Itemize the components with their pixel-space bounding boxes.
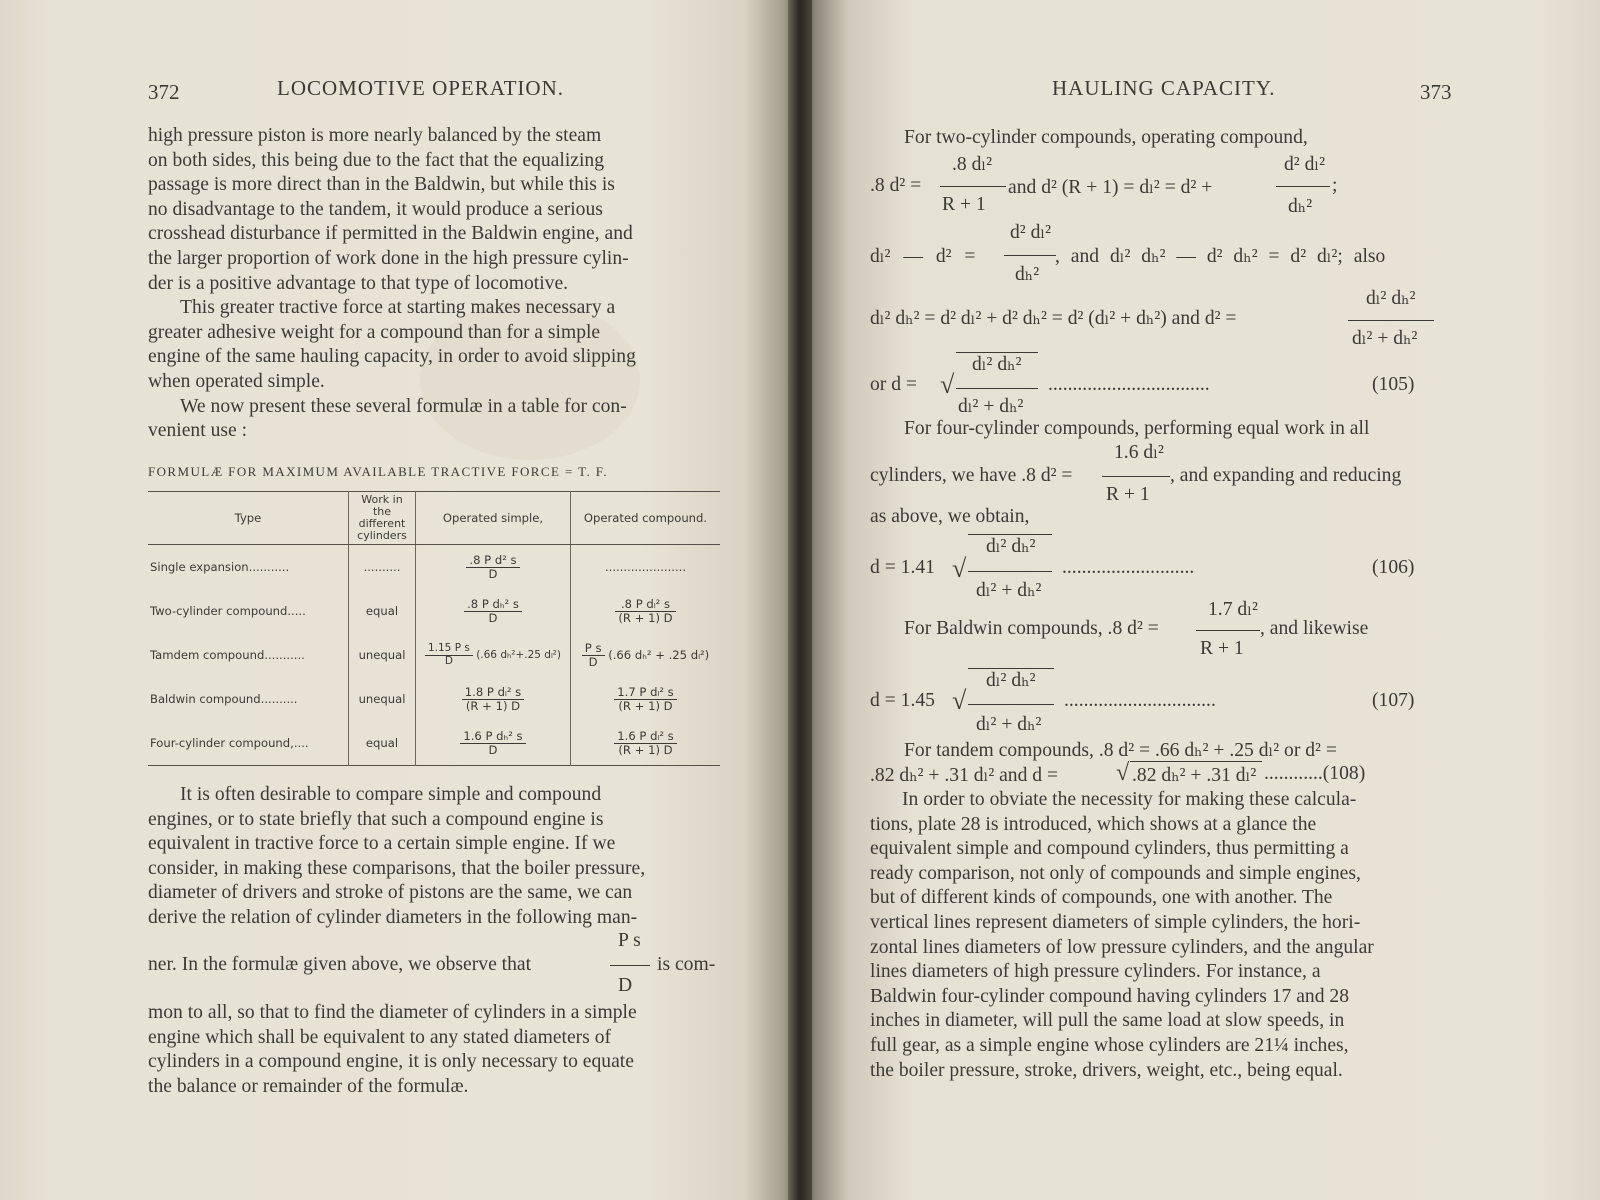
text-line: greater adhesive weight for a compound than for a simple — [148, 321, 601, 343]
text-line: crosshead disturbance if permitted in the Baldwin engine, and — [148, 223, 633, 245]
equation-text: .82 dₕ² + .31 dₗ² and d = — [870, 765, 1059, 786]
text-line: the boiler pressure, stroke, drivers, weight, etc., being equal. — [870, 1059, 1343, 1081]
fraction — [582, 642, 605, 669]
row-work: .......... — [349, 545, 416, 590]
fraction — [425, 643, 473, 667]
text-line: Baldwin four-cylinder compound having cylinders 17 and 28 — [870, 985, 1350, 1007]
equation-text: , and likewise — [1260, 618, 1369, 639]
equation-lhs: dₗ² dₕ² = d² dₗ² + d² dₕ² = d² (dₗ² + dₕ²) and d² = — [870, 308, 1237, 329]
fraction-num: dₗ² dₕ² — [972, 354, 1022, 375]
fraction-num: .8 P dₕ² s — [464, 598, 522, 612]
equation-lhs: d = 1.45 — [870, 690, 935, 711]
row-simple — [416, 721, 571, 766]
text-line: zontal lines diameters of low pressure cylinders, and the angular — [870, 936, 1374, 958]
fraction-num: .8 P dₗ² s — [615, 598, 675, 612]
sqrt-sign-icon: √ — [952, 686, 967, 715]
equation-number: (106) — [1372, 557, 1415, 578]
text-line: For four-cylinder compounds, performing equal work in all — [904, 418, 1370, 439]
text-line: the larger proportion of work done in the high pressure cylin- — [148, 247, 629, 269]
fraction-den: D — [588, 654, 598, 669]
fraction-num: 1.7 dₗ² — [1208, 599, 1258, 620]
row-type: Four-cylinder compound,.... — [150, 736, 309, 750]
fraction-num: dₗ² dₕ² — [1366, 288, 1416, 309]
row-simple — [416, 589, 571, 633]
inline-fraction-den: D — [618, 975, 633, 996]
col-header-compound: Operated compound. — [571, 492, 721, 545]
equation-lhs: dₗ² — d² = — [870, 246, 976, 267]
equation-text: cylinders, we have .8 d² = — [870, 465, 1073, 486]
text-line: on both sides, this being due to the fact that the equalizing — [148, 149, 604, 171]
text-line: equivalent in tractive force to a certain simple engine. If we — [148, 833, 616, 855]
text-line: is com- — [657, 954, 716, 975]
col-header-simple: Operated simple, — [416, 492, 571, 545]
fraction-den: (R + 1) D — [618, 610, 673, 625]
row-work: unequal — [349, 633, 416, 677]
row-work: unequal — [349, 677, 416, 721]
text-line: This greater tractive force at starting makes necessary a — [180, 297, 616, 319]
fraction-num: dₗ² dₕ² — [986, 536, 1036, 557]
fraction-num: 1.7 P dₗ² s — [614, 686, 676, 700]
fraction-den: D — [488, 742, 498, 757]
equation-lhs: .8 d² = — [870, 175, 922, 196]
fraction-num: d² dₗ² — [1010, 222, 1051, 243]
fraction — [460, 730, 525, 757]
text-line: passage is more direct than in the Baldwin, but while this is — [148, 174, 615, 196]
row-type: Two-cylinder compound..... — [150, 604, 306, 618]
fraction-den: dₕ² — [1288, 196, 1313, 217]
fraction-num: d² dₗ² — [1284, 154, 1325, 175]
fraction — [615, 598, 675, 625]
fraction-bar — [968, 704, 1054, 705]
row-compound — [571, 633, 721, 677]
text-line: engine which shall be equivalent to any stated diameters of — [148, 1026, 612, 1048]
text-line: mon to all, so that to find the diameter of cylinders in a simple — [148, 1002, 637, 1023]
row-compound — [571, 677, 721, 721]
text-line: vertical lines represent diameters of simple cylinders, the hori- — [870, 911, 1361, 933]
text-line: We now present these several formulæ in a table for con- — [180, 395, 627, 417]
equation-text: and d² (R + 1) = dₗ² = d² + — [1008, 177, 1213, 198]
fraction-den: (R + 1) D — [618, 742, 673, 757]
row-work: equal — [349, 721, 416, 766]
row-work: equal — [349, 589, 416, 633]
text-line: consider, in making these comparisons, that the boiler pressure, — [148, 857, 646, 879]
right-page — [800, 0, 1600, 1200]
text-line: equivalent simple and compound cylinders, thus permitting a — [870, 838, 1349, 860]
table-row — [148, 677, 720, 721]
text-line: ner. In the formulæ given above, we observe that — [148, 954, 532, 975]
text-line: when operated simple. — [148, 370, 325, 392]
row-compound: ...................... — [571, 545, 721, 590]
text-line: engines, or to state briefly that such a compound engine is — [148, 808, 604, 830]
book-gutter — [788, 0, 812, 1200]
fraction-den: dₗ² + dₕ² — [976, 714, 1042, 735]
text-line: engine of the same hauling capacity, in order to avoid slipping — [148, 346, 636, 368]
text-line: venient use : — [148, 420, 248, 442]
fraction — [614, 686, 676, 713]
fraction-den: R + 1 — [1106, 484, 1150, 505]
table-caption: FORMULÆ FOR MAXIMUM AVAILABLE TRACTIVE FORCE = T. F. — [148, 464, 609, 479]
equation-text: , and expanding and reducing — [1170, 465, 1402, 486]
text-line: diameter of drivers and stroke of pistons are the same, we can — [148, 882, 633, 904]
text-line: ready comparison, not only of compounds and simple engines, — [870, 862, 1361, 884]
row-type: Single expansion........... — [150, 560, 290, 574]
row-compound — [571, 589, 721, 633]
fraction-num: 1.15 P s — [425, 643, 473, 656]
fraction — [462, 686, 524, 713]
fraction-bar — [610, 965, 650, 966]
fraction-den: dₗ² + dₕ² — [958, 396, 1024, 417]
text-line: derive the relation of cylinder diameters in the following man- — [148, 906, 638, 928]
fraction-bar — [1102, 476, 1170, 477]
equation-dots: ................................. — [1048, 374, 1210, 395]
text-line: full gear, as a simple engine whose cylinders are 21¼ inches, — [870, 1034, 1349, 1056]
right-para — [870, 788, 1432, 1083]
table-row — [148, 721, 720, 766]
table-row — [148, 589, 720, 633]
fraction-bar — [968, 571, 1052, 572]
row-type: Tamdem compound........... — [150, 648, 305, 662]
row-compound — [571, 721, 721, 766]
fraction — [466, 554, 519, 581]
equation-text: , and dₗ² dₕ² — d² dₕ² = d² dₗ²; also — [1055, 246, 1386, 267]
fraction-bar — [956, 388, 1038, 389]
sqrt-sign-icon: √ — [952, 554, 967, 583]
equation-lhs: or d = — [870, 374, 917, 395]
text-line: der is a positive advantage to that type of locomotive. — [148, 272, 569, 294]
fraction-num: 1.6 P dₕ² s — [460, 730, 525, 744]
fraction-den: D — [488, 610, 498, 625]
table-row — [148, 633, 720, 677]
row-simple — [416, 677, 571, 721]
fraction-num: .8 P d² s — [466, 554, 519, 568]
row-simple — [416, 545, 571, 590]
sqrt-sign-icon: √ — [940, 370, 955, 399]
text-line: For tandem compounds, .8 d² = .66 dₕ² + .25 dₗ² or d² = — [904, 740, 1337, 761]
table-row — [148, 545, 720, 590]
text-line: but of different kinds of compounds, one with another. The — [870, 887, 1333, 909]
fraction — [614, 730, 676, 757]
text-line: as above, we obtain, — [870, 506, 1030, 527]
text-line: In order to obviate the necessity for making these calcula- — [902, 789, 1357, 810]
text-line: high pressure piston is more nearly balanced by the steam — [148, 125, 602, 146]
left-para-1 — [148, 124, 710, 444]
text-line: the balance or remainder of the formulæ. — [148, 1075, 469, 1097]
text-line: It is often desirable to compare simple and compound — [180, 784, 602, 805]
fraction-num: 1.6 dₗ² — [1114, 442, 1164, 463]
fraction-bar — [940, 186, 1006, 187]
fraction-num: .8 dₗ² — [952, 154, 993, 175]
left-para-4 — [148, 783, 710, 931]
table-header-row — [148, 492, 720, 545]
equation-lhs: d = 1.41 — [870, 557, 935, 578]
text-line: no disadvantage to the tandem, it would produce a serious — [148, 198, 603, 220]
col-header-work: Work in the different cylinders — [349, 492, 416, 545]
equation-number: ............(108) — [1264, 763, 1366, 784]
fraction-den: R + 1 — [1200, 638, 1244, 659]
text-line: tions, plate 28 is introduced, which shows at a glance the — [870, 813, 1317, 835]
fraction-den: dₗ² + dₕ² — [976, 580, 1042, 601]
fraction-den: R + 1 — [942, 194, 986, 215]
equation-dots: ............................... — [1064, 690, 1216, 711]
fraction-bar — [1004, 255, 1056, 256]
text-line: For two-cylinder compounds, operating compound, — [904, 127, 1308, 148]
text-line: cylinders in a compound engine, it is only necessary to equate — [148, 1051, 634, 1073]
sqrt-bar — [1130, 761, 1262, 762]
text-line: lines diameters of high pressure cylinders. For instance, a — [870, 961, 1321, 983]
equation-text: For Baldwin compounds, .8 d² = — [904, 618, 1159, 639]
row-type: Baldwin compound.......... — [150, 692, 298, 706]
left-para-4-tail — [148, 1001, 710, 1099]
fraction-den: D — [488, 566, 498, 581]
fraction-bar — [1348, 320, 1434, 321]
row-simple — [416, 633, 571, 677]
fraction-bar — [1196, 630, 1260, 631]
left-running-head: LOCOMOTIVE OPERATION. — [277, 76, 564, 100]
equation-dots: ........................... — [1062, 557, 1195, 578]
fraction-num: dₗ² dₕ² — [986, 670, 1036, 691]
right-folio: 373 — [1420, 80, 1452, 104]
fraction-num: 1.8 P dₗ² s — [462, 686, 524, 700]
formula-rest: (.66 dₕ² + .25 dₗ²) — [608, 647, 710, 662]
left-folio: 372 — [148, 80, 180, 104]
text-line: inches in diameter, will pull the same load at slow speeds, in — [870, 1010, 1345, 1032]
formula-table — [148, 491, 720, 766]
inline-fraction-num: P s — [618, 930, 641, 951]
equation-number: (107) — [1372, 690, 1415, 711]
fraction-den: D — [444, 654, 453, 667]
equation-number: (105) — [1372, 374, 1415, 395]
fraction-den: (R + 1) D — [618, 698, 673, 713]
fraction-num: P s — [582, 642, 605, 656]
fraction-bar — [1276, 186, 1330, 187]
fraction — [464, 598, 522, 625]
right-running-head: HAULING CAPACITY. — [1052, 76, 1276, 100]
fraction-num: 1.6 P dₗ² s — [614, 730, 676, 744]
fraction-den: (R + 1) D — [465, 698, 521, 713]
equation-text: ; — [1332, 175, 1338, 196]
formula-rest: (.66 dₕ²+.25 dₗ²) — [476, 649, 561, 661]
sqrt-sign-icon: √ — [1116, 760, 1130, 786]
col-header-type: Type — [148, 492, 349, 545]
equation-radicand: .82 dₕ² + .31 dₗ² — [1132, 765, 1257, 786]
fraction-den: dₕ² — [1015, 264, 1040, 285]
fraction-den: dₗ² + dₕ² — [1352, 328, 1418, 349]
